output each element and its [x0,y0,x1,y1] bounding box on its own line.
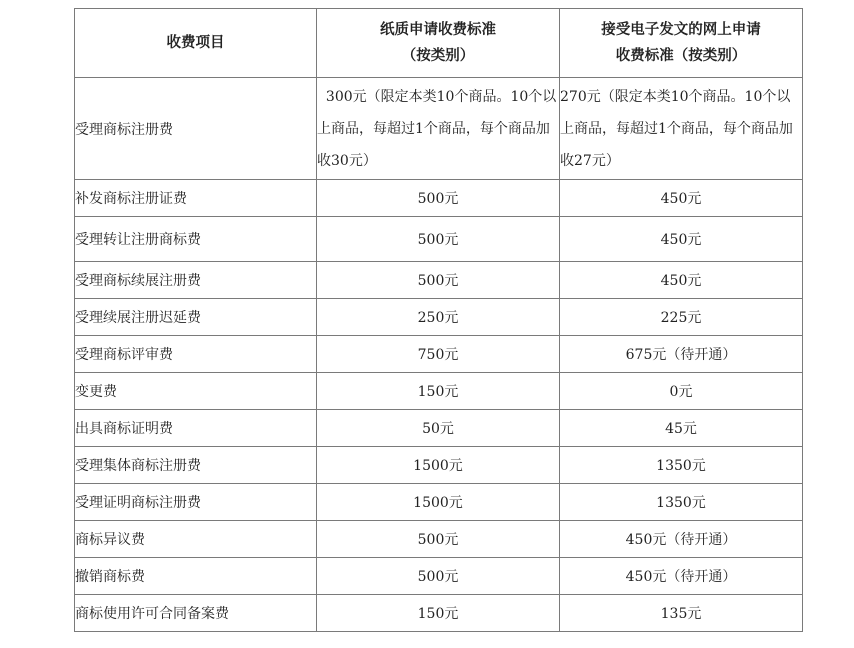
header-online [560,9,803,78]
table-row [75,262,803,299]
row-paper: 1500元 [317,447,560,484]
row-paper: 500元 [317,558,560,595]
row-online: 1350元 [560,484,803,521]
row-item: 变更费 [75,373,317,410]
row-item: 受理集体商标注册费 [75,447,317,484]
table-row [75,447,803,484]
row-online: 1350元 [560,447,803,484]
table-row [75,595,803,632]
table-row [75,558,803,595]
row-online: 270元（限定本类10个商品。10个以上商品，每超过1个商品，每个商品加收27元） [560,78,803,180]
table-header-row [75,9,803,78]
header-online-line2: 收费标准（按类别） [615,47,747,64]
table-row [75,521,803,558]
row-paper: 1500元 [317,484,560,521]
row-online: 450元（待开通） [560,521,803,558]
row-paper: 500元 [317,180,560,217]
table-row [75,336,803,373]
table-row [75,217,803,262]
row-item: 商标使用许可合同备案费 [75,595,317,632]
row-paper: 500元 [317,521,560,558]
row-item: 受理商标评审费 [75,336,317,373]
row-item: 受理商标注册费 [75,78,317,180]
row-online: 450元（待开通） [560,558,803,595]
row-paper: 500元 [317,217,560,262]
row-paper: 150元 [317,373,560,410]
row-item: 受理转让注册商标费 [75,217,317,262]
row-item: 受理商标续展注册费 [75,262,317,299]
row-online: 675元（待开通） [560,336,803,373]
table-row [75,484,803,521]
table-row [75,78,803,180]
fee-table [74,8,803,632]
row-online: 450元 [560,180,803,217]
row-paper: 150元 [317,595,560,632]
row-online: 450元 [560,217,803,262]
row-item: 撤销商标费 [75,558,317,595]
row-paper: 500元 [317,262,560,299]
table-row [75,299,803,336]
header-online-line1: 接受电子发文的网上申请 [601,21,761,38]
table-row [75,180,803,217]
table-row [75,410,803,447]
row-online: 45元 [560,410,803,447]
row-online: 450元 [560,262,803,299]
row-paper: 300元（限定本类10个商品。10个以上商品，每超过1个商品，每个商品加收30元） [317,78,560,180]
row-item: 受理续展注册迟延费 [75,299,317,336]
header-paper [317,9,560,78]
header-item: 收费项目 [75,9,317,78]
row-item: 商标异议费 [75,521,317,558]
row-online: 225元 [560,299,803,336]
row-paper: 50元 [317,410,560,447]
row-item: 出具商标证明费 [75,410,317,447]
table-row [75,373,803,410]
header-paper-line1: 纸质申请收费标准 [380,21,496,38]
row-online: 135元 [560,595,803,632]
row-item: 补发商标注册证费 [75,180,317,217]
row-paper: 750元 [317,336,560,373]
row-item: 受理证明商标注册费 [75,484,317,521]
row-paper: 250元 [317,299,560,336]
header-paper-line2: （按类别） [401,47,475,64]
row-online: 0元 [560,373,803,410]
